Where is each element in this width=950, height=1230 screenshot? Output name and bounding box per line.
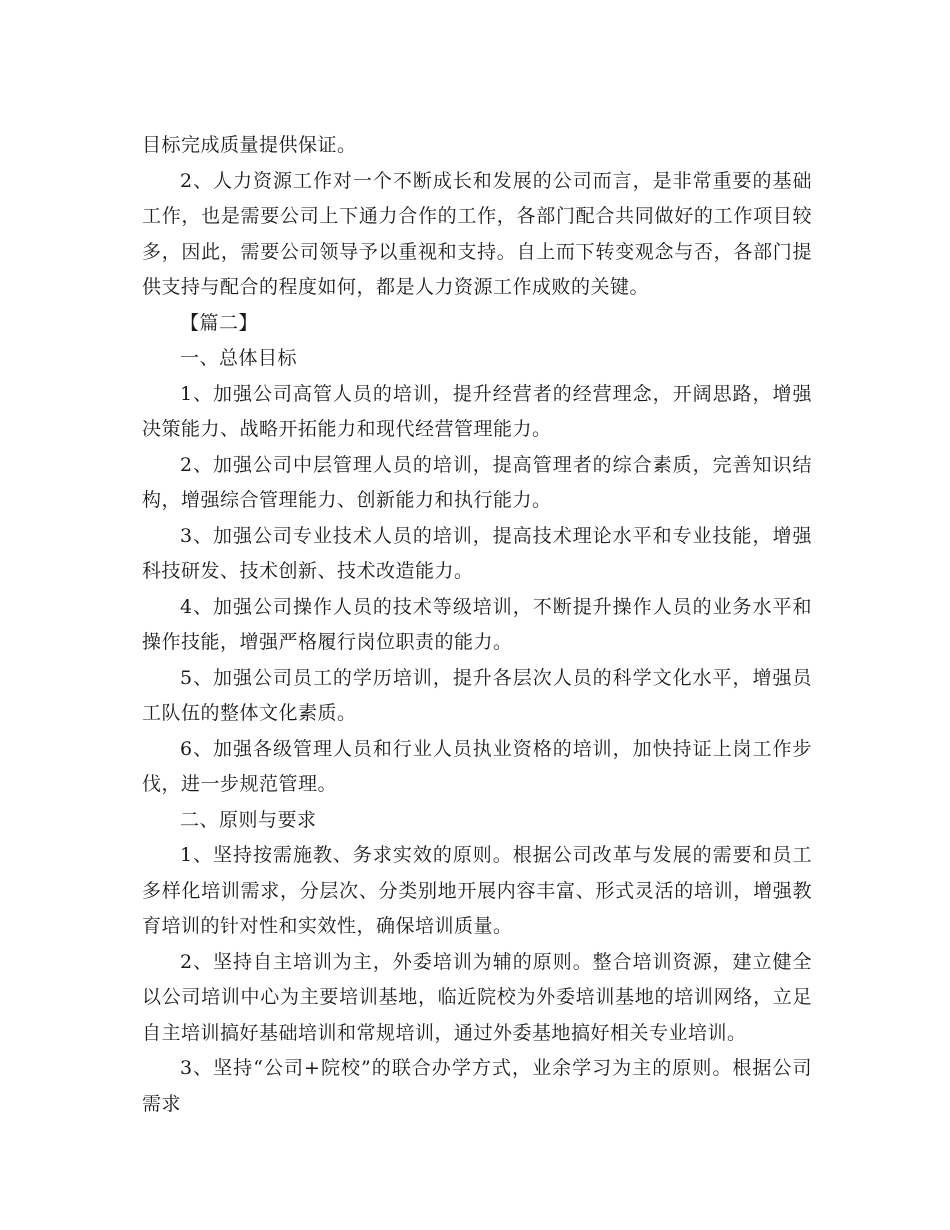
list-item-goal-4: 4、加强公司操作人员的技术等级培训，不断提升操作人员的业务水平和操作技能，增强严格履行岗位职责的能力。 (142, 595, 812, 653)
section-heading-part-two: 【篇二】 (180, 311, 259, 334)
paragraph-hr-importance: 2、人力资源工作对一个不断成长和发展的公司而言，是非常重要的基础工作，也是需要公司上下通力合作的工作，各部门配合共同做好的工作项目较多，因此，需要公司领导予以重视和支持。自上而下转变观念与否，各部门提供支持与配合的程度如何，都是人力资源工作成败的关键。 (142, 169, 812, 298)
section-heading-overall-goals: 一、总体目标 (180, 347, 298, 369)
list-item-goal-3: 3、加强公司专业技术人员的培训，提高技术理论水平和专业技能，增强科技研发、技术创新、技术改造能力。 (142, 524, 812, 582)
list-item-principle-3: 3、坚持“公司+院校”的联合办学方式，业余学习为主的原则。根据公司需求 (142, 1057, 812, 1115)
list-item-goal-2: 2、加强公司中层管理人员的培训，提高管理者的综合素质，完善知识结构，增强综合管理能力、创新能力和执行能力。 (142, 453, 812, 511)
document-body (142, 128, 812, 1122)
section-heading-principles: 二、原则与要求 (180, 808, 317, 831)
list-item-goal-6: 6、加强各级管理人员和行业人员执业资格的培训，加快持证上岗工作步伐，进一步规范管理。 (142, 737, 812, 795)
list-item-principle-1: 1、坚持按需施教、务求实效的原则。根据公司改革与发展的需要和员工多样化培训需求，分层次、分类别地开展内容丰富、形式灵活的培训，增强教育培训的针对性和实效性，确保培训质量。 (142, 844, 812, 937)
list-item-principle-2: 2、坚持自主培训为主，外委培训为辅的原则。整合培训资源，建立健全以公司培训中心为主要培训基地，临近院校为外委培训基地的培训网络，立足自主培训搞好基础培训和常规培训，通过外委基地搞好相关专业培训。 (142, 950, 812, 1044)
paragraph-continuation: 目标完成质量提供保证。 (142, 134, 357, 156)
list-item-goal-5: 5、加强公司员工的学历培训，提升各层次人员的科学文化水平，增强员工队伍的整体文化素质。 (142, 666, 812, 724)
list-item-goal-1: 1、加强公司高管人员的培训，提升经营者的经营理念，开阔思路，增强决策能力、战略开拓能力和现代经营管理能力。 (142, 382, 812, 440)
